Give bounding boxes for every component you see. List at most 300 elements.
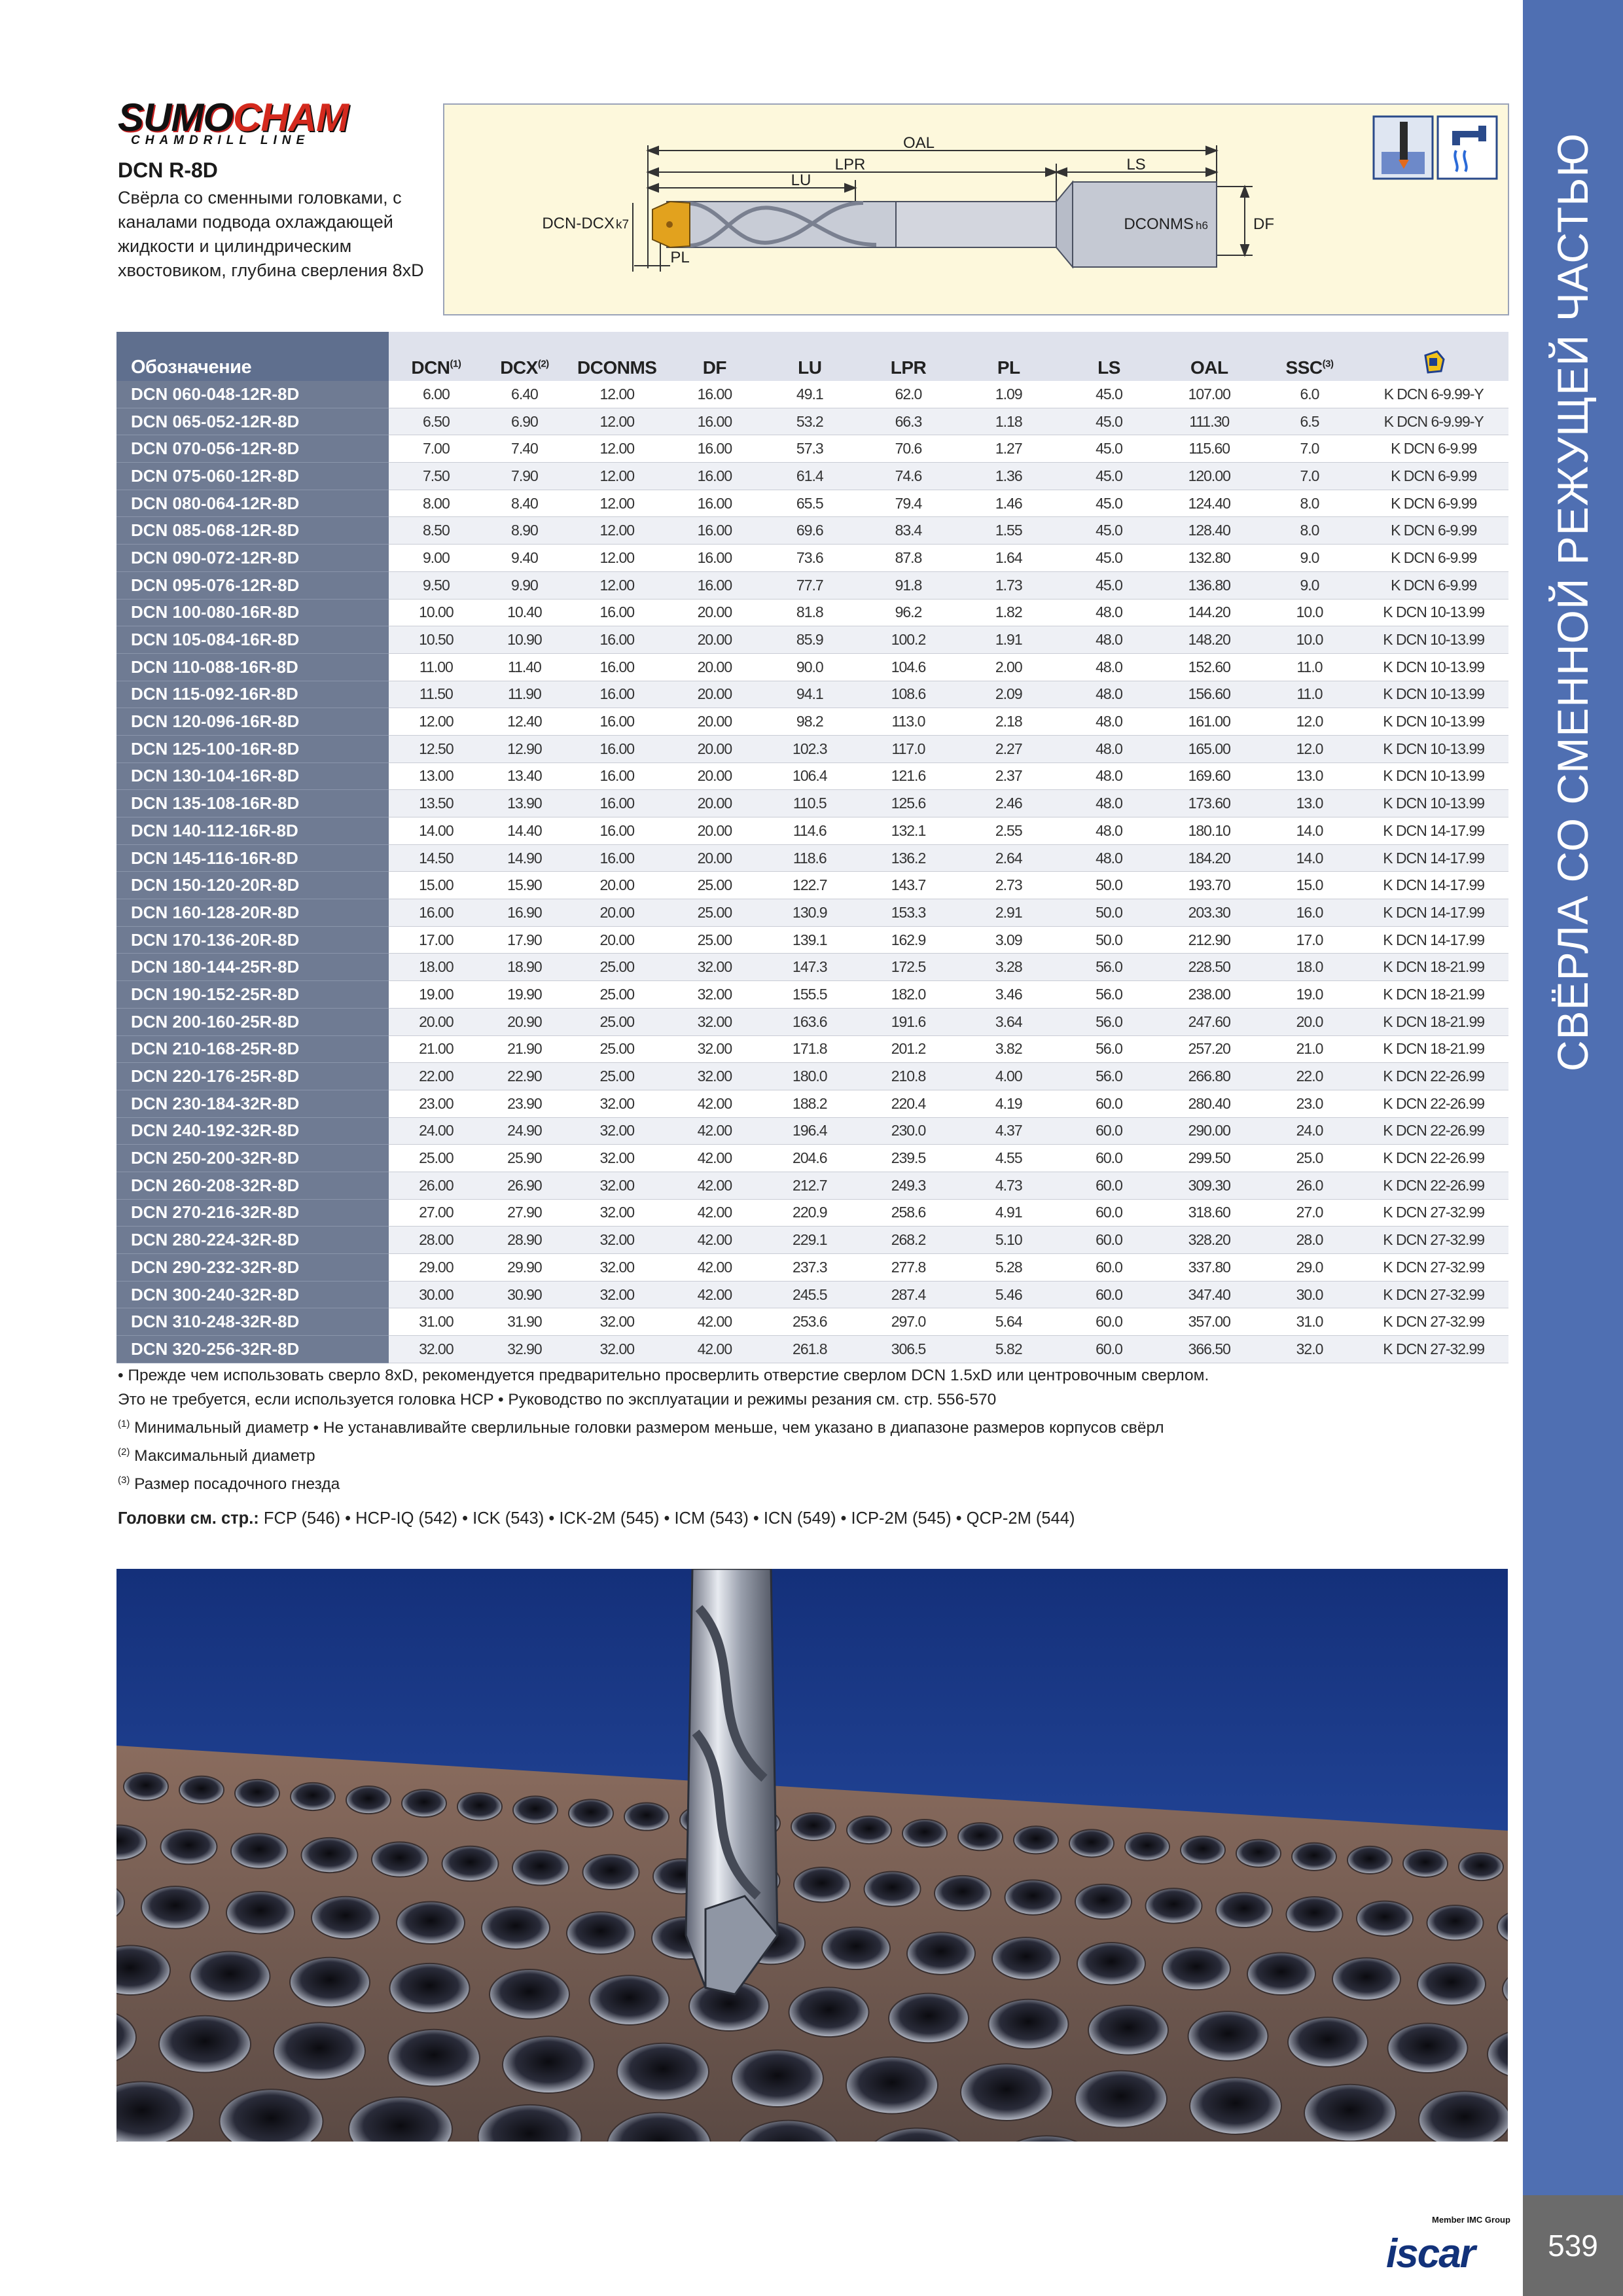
plate-hole bbox=[290, 1958, 370, 2007]
plate-hole bbox=[513, 1796, 558, 1823]
table-cell: 9.90 bbox=[484, 571, 565, 599]
table-cell: 144.20 bbox=[1158, 599, 1260, 626]
plate-hole bbox=[624, 1803, 669, 1831]
table-row bbox=[116, 1145, 1508, 1172]
table-cell: 56.0 bbox=[1060, 1035, 1158, 1063]
plate-hole bbox=[457, 1793, 502, 1820]
plate-hole bbox=[141, 1886, 209, 1928]
designation-cell: DCN 090-072-12R-8D bbox=[116, 545, 389, 572]
table-cell: 118.6 bbox=[760, 844, 859, 872]
plate-hole bbox=[1146, 1888, 1202, 1923]
table-row bbox=[116, 1090, 1508, 1117]
table-cell: 21.0 bbox=[1260, 1035, 1359, 1063]
plate-hole bbox=[490, 1969, 569, 2019]
table-cell: 6.90 bbox=[484, 408, 565, 435]
table-row bbox=[116, 571, 1508, 599]
table-cell: 42.00 bbox=[669, 1227, 760, 1254]
table-cell: 20.00 bbox=[565, 872, 669, 899]
column-header: LPR bbox=[859, 332, 958, 381]
table-cell: 27.90 bbox=[484, 1199, 565, 1227]
table-cell: 48.0 bbox=[1060, 735, 1158, 762]
table-cell: 50.0 bbox=[1060, 872, 1158, 899]
table-cell: 8.90 bbox=[484, 517, 565, 545]
table-cell: 8.00 bbox=[389, 490, 484, 517]
table-cell: 8.40 bbox=[484, 490, 565, 517]
table-cell: 2.55 bbox=[957, 817, 1060, 845]
table-cell: 102.3 bbox=[760, 735, 859, 762]
table-cell: 24.0 bbox=[1260, 1117, 1359, 1145]
table-cell: 2.18 bbox=[957, 708, 1060, 736]
table-row bbox=[116, 708, 1508, 736]
plate-hole bbox=[1181, 1837, 1225, 1864]
table-cell: 328.20 bbox=[1158, 1227, 1260, 1254]
plate-hole bbox=[907, 1932, 975, 1974]
table-cell: 180.0 bbox=[760, 1063, 859, 1090]
technical-drawing bbox=[443, 103, 1509, 315]
table-cell: K DCN 18-21.99 bbox=[1359, 1008, 1508, 1035]
table-cell: 32.00 bbox=[565, 1336, 669, 1363]
table-row bbox=[116, 599, 1508, 626]
table-cell: 42.00 bbox=[669, 1281, 760, 1308]
table-cell: 6.40 bbox=[484, 381, 565, 408]
lpr-label: LPR bbox=[834, 156, 866, 173]
plate-hole bbox=[794, 1867, 850, 1902]
table-cell: 16.00 bbox=[669, 381, 760, 408]
table-cell: 25.00 bbox=[565, 1035, 669, 1063]
designation-cell: DCN 190-152-25R-8D bbox=[116, 981, 389, 1009]
table-cell: 366.50 bbox=[1158, 1336, 1260, 1363]
table-cell: 4.19 bbox=[957, 1090, 1060, 1117]
column-header-designation: Обозначение bbox=[116, 332, 389, 381]
table-row bbox=[116, 1308, 1508, 1336]
plate-hole bbox=[1088, 2005, 1168, 2055]
table-cell: 1.36 bbox=[957, 463, 1060, 490]
table-cell: 23.90 bbox=[484, 1090, 565, 1117]
table-cell: K DCN 10-13.99 bbox=[1359, 653, 1508, 681]
table-cell: 16.00 bbox=[669, 463, 760, 490]
table-cell: 172.5 bbox=[859, 954, 958, 981]
table-cell: 3.09 bbox=[957, 926, 1060, 954]
ls-label: LS bbox=[1126, 156, 1146, 173]
plate-hole bbox=[732, 2050, 823, 2107]
plate-hole bbox=[1247, 1953, 1315, 1995]
table-cell: 12.00 bbox=[565, 463, 669, 490]
plate-hole bbox=[822, 1928, 890, 1969]
table-row bbox=[116, 653, 1508, 681]
table-cell: 13.40 bbox=[484, 762, 565, 790]
table-cell: 147.3 bbox=[760, 954, 859, 981]
table-cell: 32.00 bbox=[565, 1117, 669, 1145]
plate-hole bbox=[226, 1892, 294, 1933]
table-cell: 12.50 bbox=[389, 735, 484, 762]
table-cell: 32.00 bbox=[669, 1035, 760, 1063]
table-cell: 17.90 bbox=[484, 926, 565, 954]
table-cell: 19.0 bbox=[1260, 981, 1359, 1009]
designation-cell: DCN 230-184-32R-8D bbox=[116, 1090, 389, 1117]
table-cell: 25.00 bbox=[389, 1145, 484, 1172]
designation-cell: DCN 180-144-25R-8D bbox=[116, 954, 389, 981]
table-cell: 73.6 bbox=[760, 545, 859, 572]
table-cell: 22.90 bbox=[484, 1063, 565, 1090]
table-cell: 132.1 bbox=[859, 817, 958, 845]
table-cell: 165.00 bbox=[1158, 735, 1260, 762]
plate-hole bbox=[569, 1799, 613, 1827]
designation-cell: DCN 065-052-12R-8D bbox=[116, 408, 389, 435]
table-cell: 297.0 bbox=[859, 1308, 958, 1336]
table-cell: 57.3 bbox=[760, 435, 859, 463]
table-cell: 32.00 bbox=[389, 1336, 484, 1363]
table-cell: 12.0 bbox=[1260, 735, 1359, 762]
table-cell: 26.90 bbox=[484, 1172, 565, 1199]
table-cell: 139.1 bbox=[760, 926, 859, 954]
table-cell: 17.00 bbox=[389, 926, 484, 954]
table-cell: 14.90 bbox=[484, 844, 565, 872]
table-cell: 32.00 bbox=[669, 981, 760, 1009]
table-cell: 15.90 bbox=[484, 872, 565, 899]
table-cell: 32.00 bbox=[565, 1281, 669, 1308]
table-cell: 96.2 bbox=[859, 599, 958, 626]
table-cell: 153.3 bbox=[859, 899, 958, 927]
table-cell: 25.0 bbox=[1260, 1145, 1359, 1172]
table-cell: 4.00 bbox=[957, 1063, 1060, 1090]
table-cell: 238.00 bbox=[1158, 981, 1260, 1009]
table-cell: 25.00 bbox=[669, 872, 760, 899]
table-cell: 4.91 bbox=[957, 1199, 1060, 1227]
plate-hole bbox=[989, 2000, 1069, 2049]
plate-hole bbox=[397, 1902, 465, 1944]
table-cell: 14.0 bbox=[1260, 817, 1359, 845]
column-header: DF bbox=[669, 332, 760, 381]
plate-hole bbox=[1125, 1833, 1169, 1860]
table-cell: 30.0 bbox=[1260, 1281, 1359, 1308]
plate-hole bbox=[1427, 1905, 1484, 1940]
table-cell: 28.0 bbox=[1260, 1227, 1359, 1254]
table-cell: 128.40 bbox=[1158, 517, 1260, 545]
plate-hole bbox=[617, 2043, 709, 2100]
table-cell: 87.8 bbox=[859, 545, 958, 572]
table-cell: 13.50 bbox=[389, 790, 484, 817]
table-cell: 14.40 bbox=[484, 817, 565, 845]
table-cell: 48.0 bbox=[1060, 626, 1158, 654]
table-cell: 31.90 bbox=[484, 1308, 565, 1336]
table-cell: 182.0 bbox=[859, 981, 958, 1009]
table-cell: 110.5 bbox=[760, 790, 859, 817]
table-cell: 24.00 bbox=[389, 1117, 484, 1145]
table-cell: 16.0 bbox=[1260, 899, 1359, 927]
product-code: DCN R-8D bbox=[118, 158, 218, 182]
designation-cell: DCN 150-120-20R-8D bbox=[116, 872, 389, 899]
table-row bbox=[116, 872, 1508, 899]
table-row bbox=[116, 926, 1508, 954]
table-cell: 136.2 bbox=[859, 844, 958, 872]
table-cell: 83.4 bbox=[859, 517, 958, 545]
heads-list: FCP (546) • HCP-IQ (542) • ICK (543) • ICK-2M (545) • ICM (543) • ICN (549) • ICP-2M (545) • QCP-2M (544) bbox=[259, 1509, 1075, 1528]
table-cell: 1.64 bbox=[957, 545, 1060, 572]
internal-coolant-icon bbox=[1374, 117, 1433, 179]
plate-hole bbox=[1188, 2011, 1268, 2061]
table-cell: 27.00 bbox=[389, 1199, 484, 1227]
designation-cell: DCN 200-160-25R-8D bbox=[116, 1008, 389, 1035]
column-header: PL bbox=[957, 332, 1060, 381]
table-cell: 21.00 bbox=[389, 1035, 484, 1063]
logo-subtitle: CHAMDRILL LINE bbox=[131, 134, 310, 147]
plate-hole bbox=[1069, 1829, 1114, 1857]
designation-cell: DCN 290-232-32R-8D bbox=[116, 1254, 389, 1282]
table-row bbox=[116, 790, 1508, 817]
table-cell: 16.00 bbox=[565, 708, 669, 736]
coolant-tap-icon bbox=[1438, 117, 1497, 179]
plate-hole bbox=[390, 1964, 470, 2013]
table-cell: 8.0 bbox=[1260, 517, 1359, 545]
table-cell: 16.00 bbox=[565, 599, 669, 626]
plate-hole bbox=[1287, 1897, 1343, 1931]
table-cell: 114.6 bbox=[760, 817, 859, 845]
table-cell: 32.00 bbox=[565, 1227, 669, 1254]
table-cell: 253.6 bbox=[760, 1308, 859, 1336]
table-cell: 13.0 bbox=[1260, 762, 1359, 790]
table-cell: 14.00 bbox=[389, 817, 484, 845]
plate-hole bbox=[503, 2036, 594, 2093]
table-cell: 104.6 bbox=[859, 653, 958, 681]
plate-hole bbox=[1075, 2071, 1167, 2128]
table-cell: 31.0 bbox=[1260, 1308, 1359, 1336]
plate-hole bbox=[1304, 2085, 1396, 2142]
table-cell: 9.0 bbox=[1260, 571, 1359, 599]
table-cell: 20.00 bbox=[669, 681, 760, 708]
designation-cell: DCN 210-168-25R-8D bbox=[116, 1035, 389, 1063]
table-cell: 62.0 bbox=[859, 381, 958, 408]
insert-heads-reference bbox=[118, 1509, 1075, 1528]
table-cell: 2.27 bbox=[957, 735, 1060, 762]
table-cell: 7.50 bbox=[389, 463, 484, 490]
plate-hole bbox=[567, 1912, 635, 1954]
table-cell: 15.0 bbox=[1260, 872, 1359, 899]
plate-hole bbox=[789, 1987, 869, 2037]
table-cell: 10.40 bbox=[484, 599, 565, 626]
plate-hole bbox=[791, 1813, 836, 1840]
table-row bbox=[116, 1281, 1508, 1308]
table-cell: 1.09 bbox=[957, 381, 1060, 408]
column-header: DCONMS bbox=[565, 332, 669, 381]
table-cell: 12.0 bbox=[1260, 708, 1359, 736]
table-cell: 306.5 bbox=[859, 1336, 958, 1363]
table-cell: 155.5 bbox=[760, 981, 859, 1009]
table-cell: 11.90 bbox=[484, 681, 565, 708]
table-cell: 25.00 bbox=[669, 926, 760, 954]
table-cell: K DCN 18-21.99 bbox=[1359, 981, 1508, 1009]
table-cell: 229.1 bbox=[760, 1227, 859, 1254]
table-cell: 17.0 bbox=[1260, 926, 1359, 954]
table-cell: 1.82 bbox=[957, 599, 1060, 626]
table-row bbox=[116, 1199, 1508, 1227]
table-cell: K DCN 10-13.99 bbox=[1359, 762, 1508, 790]
plate-hole bbox=[1388, 2023, 1468, 2073]
plate-hole bbox=[935, 1876, 991, 1910]
table-cell: 261.8 bbox=[760, 1336, 859, 1363]
designation-cell: DCN 280-224-32R-8D bbox=[116, 1227, 389, 1254]
table-cell: 60.0 bbox=[1060, 1172, 1158, 1199]
designation-cell: DCN 085-068-12R-8D bbox=[116, 517, 389, 545]
plate-hole bbox=[179, 1776, 224, 1804]
notes-block bbox=[118, 1363, 1512, 1496]
plate-hole bbox=[1077, 1943, 1145, 1984]
insert-head-icon bbox=[1423, 350, 1445, 374]
table-cell: 16.00 bbox=[669, 435, 760, 463]
table-cell: 13.00 bbox=[389, 762, 484, 790]
table-cell: 257.20 bbox=[1158, 1035, 1260, 1063]
table-cell: 3.46 bbox=[957, 981, 1060, 1009]
table-cell: 280.40 bbox=[1158, 1090, 1260, 1117]
table-cell: 210.8 bbox=[859, 1063, 958, 1090]
table-row bbox=[116, 762, 1508, 790]
column-header bbox=[1359, 332, 1508, 381]
table-cell: 299.50 bbox=[1158, 1145, 1260, 1172]
table-cell: 5.10 bbox=[957, 1227, 1060, 1254]
table-cell: 60.0 bbox=[1060, 1254, 1158, 1282]
table-cell: 16.00 bbox=[669, 490, 760, 517]
designation-cell: DCN 070-056-12R-8D bbox=[116, 435, 389, 463]
table-cell: K DCN 27-32.99 bbox=[1359, 1308, 1508, 1336]
table-cell: 287.4 bbox=[859, 1281, 958, 1308]
table-cell: 5.64 bbox=[957, 1308, 1060, 1336]
table-cell: K DCN 6-9.99 bbox=[1359, 517, 1508, 545]
table-cell: K DCN 27-32.99 bbox=[1359, 1281, 1508, 1308]
plate-hole bbox=[1459, 1853, 1503, 1880]
pl-label: PL bbox=[670, 249, 690, 266]
table-cell: 23.0 bbox=[1260, 1090, 1359, 1117]
plate-hole bbox=[402, 1789, 446, 1817]
table-cell: 203.30 bbox=[1158, 899, 1260, 927]
designation-cell: DCN 220-176-25R-8D bbox=[116, 1063, 389, 1090]
table-row bbox=[116, 1063, 1508, 1090]
table-cell: 4.37 bbox=[957, 1117, 1060, 1145]
table-cell: 21.90 bbox=[484, 1035, 565, 1063]
table-cell: 74.6 bbox=[859, 463, 958, 490]
designation-cell: DCN 060-048-12R-8D bbox=[116, 381, 389, 408]
table-cell: 20.00 bbox=[565, 899, 669, 927]
table-cell: 3.28 bbox=[957, 954, 1060, 981]
table-cell: 247.60 bbox=[1158, 1008, 1260, 1035]
table-cell: K DCN 27-32.99 bbox=[1359, 1227, 1508, 1254]
table-row bbox=[116, 408, 1508, 435]
table-cell: 11.40 bbox=[484, 653, 565, 681]
table-cell: 111.30 bbox=[1158, 408, 1260, 435]
table-cell: 239.5 bbox=[859, 1145, 958, 1172]
table-cell: 28.00 bbox=[389, 1227, 484, 1254]
table-cell: 6.0 bbox=[1260, 381, 1359, 408]
plate-hole bbox=[1075, 1884, 1132, 1919]
table-cell: 220.9 bbox=[760, 1199, 859, 1227]
designation-cell: DCN 125-100-16R-8D bbox=[116, 735, 389, 762]
table-cell: K DCN 18-21.99 bbox=[1359, 1035, 1508, 1063]
table-cell: 60.0 bbox=[1060, 1145, 1158, 1172]
table-cell: 2.09 bbox=[957, 681, 1060, 708]
designation-cell: DCN 240-192-32R-8D bbox=[116, 1117, 389, 1145]
table-row bbox=[116, 1254, 1508, 1282]
table-cell: 212.7 bbox=[760, 1172, 859, 1199]
table-cell: 1.73 bbox=[957, 571, 1060, 599]
table-cell: 91.8 bbox=[859, 571, 958, 599]
table-cell: 60.0 bbox=[1060, 1336, 1158, 1363]
table-cell: 125.6 bbox=[859, 790, 958, 817]
table-cell: K DCN 6-9.99-Y bbox=[1359, 408, 1508, 435]
table-cell: 8.0 bbox=[1260, 490, 1359, 517]
table-cell: 10.90 bbox=[484, 626, 565, 654]
table-cell: 23.00 bbox=[389, 1090, 484, 1117]
table-cell: 19.90 bbox=[484, 981, 565, 1009]
table-cell: 25.00 bbox=[565, 954, 669, 981]
table-cell: 16.00 bbox=[669, 571, 760, 599]
dconms-label: DCONMS bbox=[1124, 215, 1194, 233]
table-cell: 45.0 bbox=[1060, 463, 1158, 490]
table-cell: 9.00 bbox=[389, 545, 484, 572]
table-cell: K DCN 10-13.99 bbox=[1359, 708, 1508, 736]
table-cell: 12.00 bbox=[565, 571, 669, 599]
table-cell: 237.3 bbox=[760, 1254, 859, 1282]
table-cell: 19.00 bbox=[389, 981, 484, 1009]
designation-cell: DCN 145-116-16R-8D bbox=[116, 844, 389, 872]
table-cell: 11.0 bbox=[1260, 653, 1359, 681]
table-cell: 12.00 bbox=[565, 435, 669, 463]
table-cell: 163.6 bbox=[760, 1008, 859, 1035]
table-cell: 309.30 bbox=[1158, 1172, 1260, 1199]
table-cell: 20.00 bbox=[669, 790, 760, 817]
table-row bbox=[116, 954, 1508, 981]
plate-hole bbox=[1288, 2017, 1368, 2067]
table-cell: K DCN 27-32.99 bbox=[1359, 1336, 1508, 1363]
plate-hole bbox=[1162, 1948, 1230, 1990]
table-cell: 22.0 bbox=[1260, 1063, 1359, 1090]
table-cell: 60.0 bbox=[1060, 1117, 1158, 1145]
table-cell: 3.64 bbox=[957, 1008, 1060, 1035]
table-cell: 152.60 bbox=[1158, 653, 1260, 681]
table-row bbox=[116, 899, 1508, 927]
table-cell: 16.00 bbox=[669, 408, 760, 435]
table-cell: 14.50 bbox=[389, 844, 484, 872]
table-cell: 1.46 bbox=[957, 490, 1060, 517]
table-row bbox=[116, 735, 1508, 762]
table-cell: 249.3 bbox=[859, 1172, 958, 1199]
table-cell: 132.80 bbox=[1158, 545, 1260, 572]
table-row bbox=[116, 1117, 1508, 1145]
plate-hole bbox=[312, 1897, 380, 1939]
plate-hole bbox=[1347, 1846, 1392, 1874]
product-description: Свёрла со сменными головками, с каналами подвода охлаждающей жидкости и цилиндрическим хвостовиком, глубина сверления 8xD bbox=[118, 188, 424, 280]
table-cell: 25.00 bbox=[565, 981, 669, 1009]
table-cell: 56.0 bbox=[1060, 1008, 1158, 1035]
table-cell: 29.0 bbox=[1260, 1254, 1359, 1282]
table-row bbox=[116, 1008, 1508, 1035]
table-cell: 4.73 bbox=[957, 1172, 1060, 1199]
table-cell: 20.00 bbox=[669, 817, 760, 845]
table-cell: 16.00 bbox=[389, 899, 484, 927]
table-cell: 42.00 bbox=[669, 1145, 760, 1172]
plate-hole bbox=[190, 1952, 270, 2001]
table-cell: 193.70 bbox=[1158, 872, 1260, 899]
plate-hole bbox=[902, 1820, 947, 1847]
table-cell: 11.00 bbox=[389, 653, 484, 681]
plate-hole bbox=[846, 2057, 938, 2114]
table-cell: 212.90 bbox=[1158, 926, 1260, 954]
table-cell: 16.00 bbox=[565, 762, 669, 790]
plate-hole bbox=[1216, 1893, 1272, 1928]
table-cell: 117.0 bbox=[859, 735, 958, 762]
table-cell: 20.00 bbox=[565, 926, 669, 954]
dconms-tolerance: h6 bbox=[1196, 219, 1208, 232]
plate-hole bbox=[346, 1786, 391, 1814]
table-cell: 77.7 bbox=[760, 571, 859, 599]
table-cell: K DCN 10-13.99 bbox=[1359, 790, 1508, 817]
